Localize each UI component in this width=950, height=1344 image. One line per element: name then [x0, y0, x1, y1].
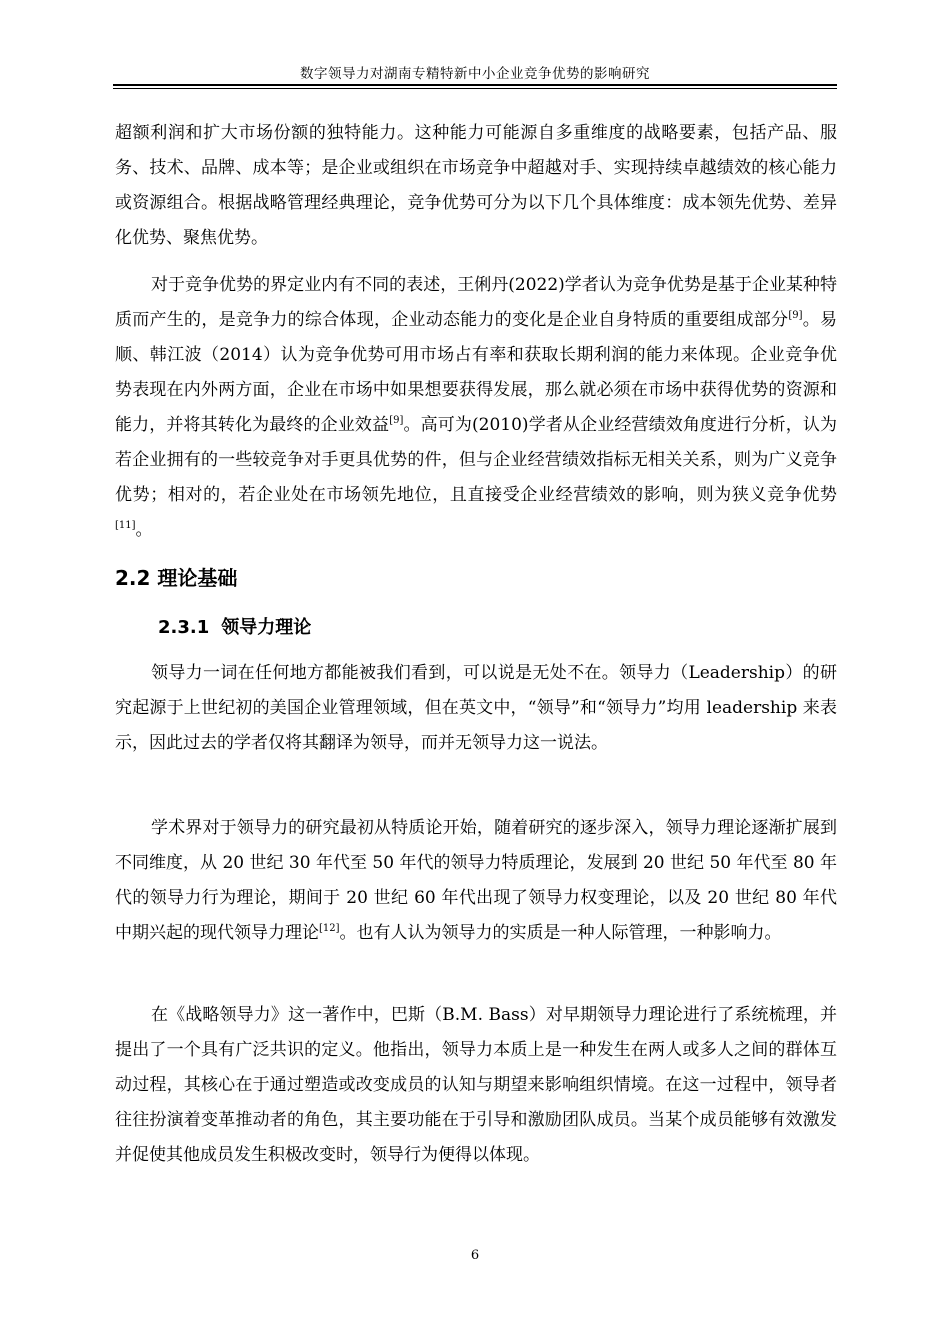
text-segment: 。高可为(2010)学者从企业经营绩效角度进行分析，认为若企业拥有的一些较竞争对手更具优势的件，但与企业经营绩效指标无相关关系，则为广义竞争优势；相对的，若企业处在市场领先地位，且直接受企业经营绩效的影响，则为狭义竞争优势 — [115, 415, 838, 505]
citation-ref: [12] — [319, 923, 340, 934]
subsection-heading — [158, 613, 311, 639]
header-rule-thin — [113, 88, 837, 89]
paragraph-competitive-advantage-definitions — [115, 268, 837, 548]
text-segment: 。也有人认为领导力的实质是一种人际管理，一种影响力。 — [339, 923, 782, 943]
text-segment: 对于竞争优势的界定业内有不同的表述，王俐丹(2022)学者认为竞争优势是基于企业某种特质而产生的，是竞争力的综合体现，企业动态能力的变化是企业自身特质的重要组成部分 — [115, 275, 837, 330]
paragraph-bass-definition: 在《战略领导力》这一著作中，巴斯（B.M. Bass）对早期领导力理论进行了系统梳理，并提出了一个具有广泛共识的定义。他指出，领导力本质上是一种发生在两人或多人之间的群体互动过程，其核心在于通过塑造或改变成员的认知与期望来影响组织情境。在这一过程中，领导者往往扮演着变革推动者的角色，其主要功能在于引导和激励团队成员。当某个成员能够有效激发并促使其他成员发生积极改变时，领导行为便得以体现。 — [115, 1005, 837, 1165]
citation-ref: [9] — [389, 415, 404, 426]
citation-ref: [9] — [788, 310, 803, 321]
paragraph-leadership-origin: 领导力一词在任何地方都能被我们看到，可以说是无处不在。领导力（Leadership）的研究起源于上世纪初的美国企业管理领域，但在英文中，“领导”和“领导力”均用 leadership 来表示，因此过去的学者仅将其翻译为领导，而并无领导力这一说法。 — [115, 663, 837, 753]
subsection-title: 领导力理论 — [221, 617, 312, 638]
subsection-number: 2.3.1 — [158, 617, 210, 638]
running-header: 数字领导力对湖南专精特新中小企业竞争优势的影响研究 — [300, 66, 650, 82]
paragraph-leadership-theory-evolution — [115, 811, 837, 951]
paragraph-competitive-advantage-intro: 超额利润和扩大市场份额的独特能力。这种能力可能源自多重维度的战略要素，包括产品、服务、技术、品牌、成本等；是企业或组织在市场竞争中超越对手、实现持续卓越绩效的核心能力或资源组合。根据战略管理经典理论，竞争优势可分为以下几个具体维度：成本领先优势、差异化优势、聚焦优势。 — [115, 123, 837, 248]
text-segment: 。易顺、韩江波（2014）认为竞争优势可用市场占有率和获取长期利润的能力来体现。企业竞争优势表现在内外两方面，企业在市场中如果想要获得发展，那么就必须在市场中获得优势的资源和能力，并将其转化为最终的企业效益 — [115, 310, 838, 435]
page-number: 6 — [470, 1248, 480, 1263]
section-heading: 2.2 理论基础 — [115, 566, 238, 590]
text-segment: 。 — [135, 520, 153, 540]
text-segment: 学术界对于领导力的研究最初从特质论开始，随着研究的逐步深入，领导力理论逐渐扩展到不同维度，从 20 世纪 30 年代至 50 年代的领导力特质理论，发展到 20 世纪 50 年代至 80 年代的领导力行为理论，期间于 20 世纪 60 年代出现了领导力权变理论，以及 20 世纪 80 年代中期兴起的现代领导力理论 — [115, 818, 837, 943]
header-rule-thick — [113, 84, 837, 86]
citation-ref: [11] — [115, 520, 136, 531]
